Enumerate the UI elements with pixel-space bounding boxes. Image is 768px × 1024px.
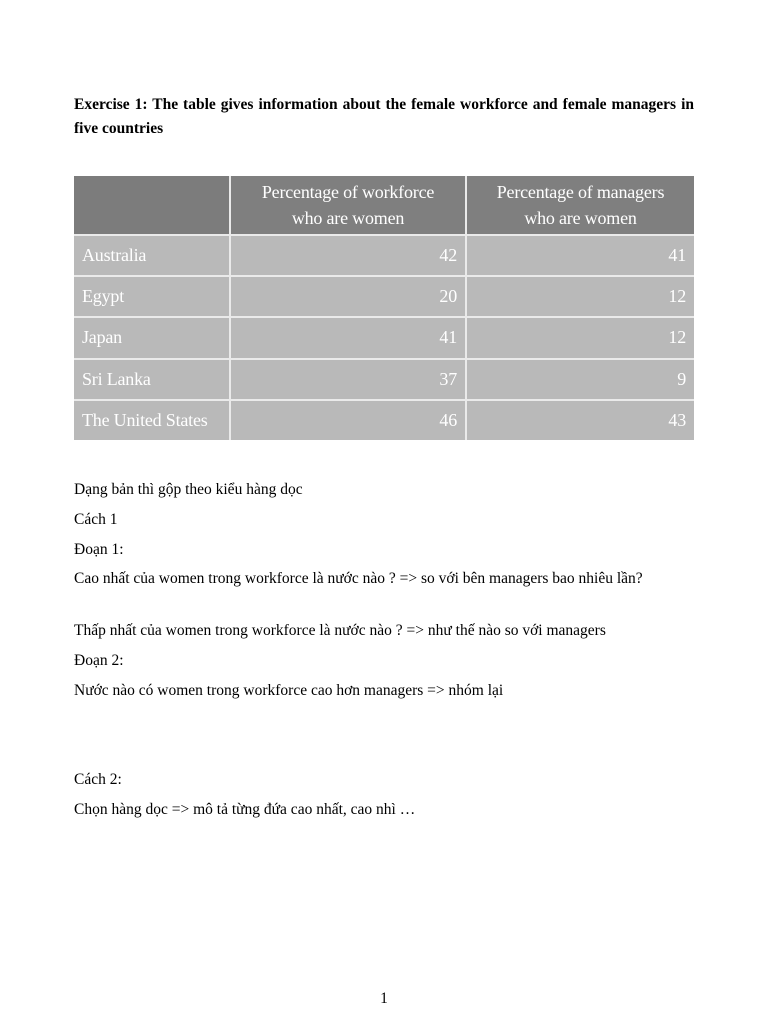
managers-cell: 12 <box>466 276 694 317</box>
table-row <box>74 359 694 400</box>
workforce-table <box>74 176 694 440</box>
exercise-title: Exercise 1: The table gives information about the female workforce and female managers in five countries <box>74 96 694 137</box>
paragraph-section-2-heading: Đoạn 2: <box>74 652 124 669</box>
table-row <box>74 317 694 358</box>
header-blank-cell <box>74 176 230 235</box>
workforce-cell: 20 <box>230 276 466 317</box>
header-managers-line1: Percentage of managers <box>496 182 665 202</box>
managers-cell: 12 <box>466 317 694 358</box>
table-row <box>74 400 694 440</box>
header-workforce-line1: Percentage of workforce <box>261 182 435 202</box>
paragraph-section-1-heading: Đoạn 1: <box>74 541 124 558</box>
header-managers-line2: who are women <box>524 208 637 228</box>
header-workforce-line2: who are women <box>291 208 405 228</box>
managers-cell: 41 <box>466 235 694 276</box>
paragraph-method-1-heading: Cách 1 <box>74 511 118 528</box>
paragraph-lowest-question: Thấp nhất của women trong workforce là nước nào ? => như thế nào so với managers <box>74 622 606 639</box>
workforce-cell: 46 <box>230 400 466 440</box>
paragraph-method-2-description: Chọn hàng dọc => mô tả từng đứa cao nhất, cao nhì … <box>74 801 416 818</box>
paragraph-highest-question: Cao nhất của women trong workforce là nước nào ? => so với bên managers bao nhiêu lần? <box>74 570 643 587</box>
paragraph-method-2-heading: Cách 2: <box>74 771 122 788</box>
country-cell: Sri Lanka <box>74 359 230 400</box>
paragraph-grouping-question: Nước nào có women trong workforce cao hơn managers => nhóm lại <box>74 682 504 699</box>
workforce-cell: 41 <box>230 317 466 358</box>
country-cell: The United States <box>74 400 230 440</box>
workforce-cell: 37 <box>230 359 466 400</box>
country-cell: Australia <box>74 235 230 276</box>
workforce-cell: 42 <box>230 235 466 276</box>
managers-cell: 9 <box>466 359 694 400</box>
data-table-image <box>74 176 694 440</box>
table-row <box>74 235 694 276</box>
paragraph-format-note: Dạng bản thì gộp theo kiểu hàng dọc <box>74 481 303 498</box>
header-managers <box>466 176 694 235</box>
managers-cell: 43 <box>466 400 694 440</box>
page-number: 1 <box>380 990 388 1007</box>
table-row <box>74 276 694 317</box>
header-workforce <box>230 176 466 235</box>
table-header-row <box>74 176 694 235</box>
country-cell: Japan <box>74 317 230 358</box>
country-cell: Egypt <box>74 276 230 317</box>
